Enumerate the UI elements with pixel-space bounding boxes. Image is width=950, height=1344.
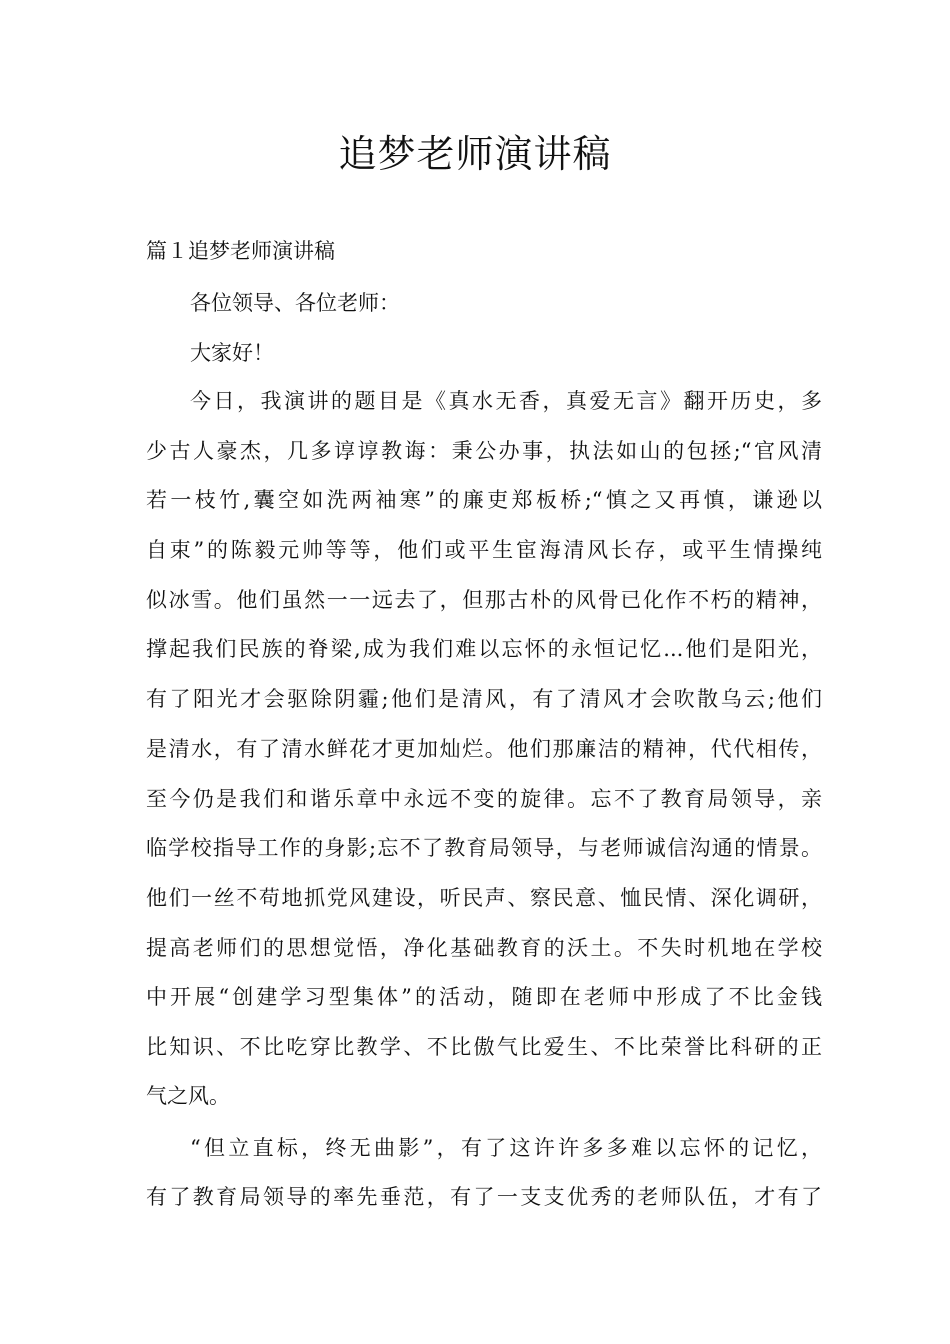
salutation-text: 各位领导、各位老师： xyxy=(190,291,400,315)
paragraph-line: 有了阳光才会驱除阴霾;他们是清风，有了清风才会吹散乌云;他们 xyxy=(146,687,822,711)
paragraph-line: 临学校指导工作的身影;忘不了教育局领导，与老师诚信沟通的情景。 xyxy=(146,836,822,860)
section-heading: 篇１追梦老师演讲稿 xyxy=(146,239,335,263)
paragraph-line: “但立直标，终无曲影”，有了这许许多多难以忘怀的记忆， xyxy=(190,1136,822,1160)
document-title: 追梦老师演讲稿 xyxy=(338,132,612,176)
paragraph-line: 比知识、不比吃穿比教学、不比傲气比爱生、不比荣誉比科研的正 xyxy=(146,1035,822,1059)
paragraph-line: 气之风。 xyxy=(146,1084,230,1108)
paragraph-line: 中开展“创建学习型集体”的活动，随即在老师中形成了不比金钱 xyxy=(146,985,822,1009)
paragraph-line: 是清水，有了清水鲜花才更加灿烂。他们那廉洁的精神，代代相传， xyxy=(146,737,822,761)
paragraph-line: 他们一丝不苟地抓党风建设，听民声、察民意、恤民情、深化调研， xyxy=(146,886,822,910)
paragraph-line: 有了教育局领导的率先垂范，有了一支支优秀的老师队伍，才有了 xyxy=(146,1185,822,1209)
paragraph-line: 提高老师们的思想觉悟，净化基础教育的沃土。不失时机地在学校 xyxy=(146,936,822,960)
paragraph-line: 少古人豪杰，几多谆谆教诲：秉公办事，执法如山的包拯;“官风清 xyxy=(146,439,822,463)
paragraph-line: 自束”的陈毅元帅等等，他们或平生宦海清风长存，或平生情操纯 xyxy=(146,538,822,562)
paragraph-line: 似冰雪。他们虽然一一远去了，但那古朴的风骨已化作不朽的精神， xyxy=(146,588,822,612)
paragraph-line: 至今仍是我们和谐乐章中永远不变的旋律。忘不了教育局领导，亲 xyxy=(146,787,822,811)
paragraph-line: 撑起我们民族的脊梁,成为我们难以忘怀的永恒记忆...他们是阳光， xyxy=(146,637,822,661)
paragraph-line: 若一枝竹,囊空如洗两袖寒”的廉吏郑板桥;“慎之又再慎，谦逊以 xyxy=(146,488,822,512)
paragraph-line: 今日，我演讲的题目是《真水无香，真爱无言》翻开历史，多 xyxy=(190,389,822,413)
greeting-text: 大家好！ xyxy=(190,341,274,365)
